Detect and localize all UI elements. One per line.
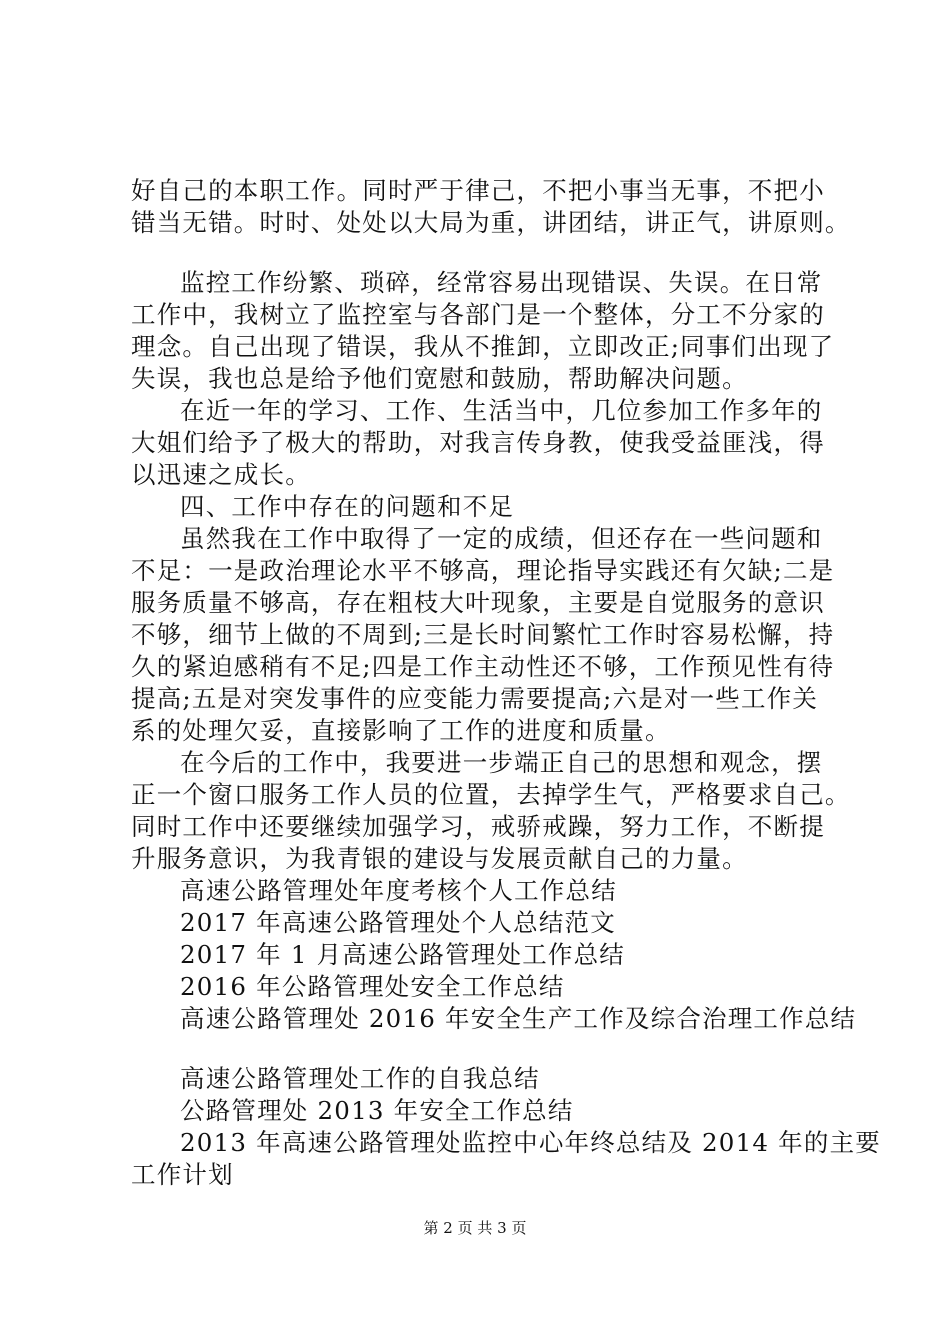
body-line: 工作中，我树立了监控室与各部门是一个整体，分工不分家的 xyxy=(131,300,825,329)
body-line: 不够，细节上做的不周到;三是长时间繁忙工作时容易松懈，持 xyxy=(131,620,835,649)
body-line: 失误，我也总是给予他们宽慰和鼓励，帮助解决问题。 xyxy=(131,364,748,393)
body-line: 好自己的本职工作。同时严于律己，不把小事当无事，不把小 xyxy=(131,176,825,205)
related-title: 高速公路管理处工作的自我总结 xyxy=(180,1064,540,1093)
body-line: 系的处理欠妥，直接影响了工作的进度和质量。 xyxy=(131,716,671,745)
body-line: 久的紧迫感稍有不足;四是工作主动性还不够，工作预见性有待 xyxy=(131,652,835,681)
body-line: 服务质量不够高，存在粗枝大叶现象，主要是自觉服务的意识 xyxy=(131,588,825,617)
related-title: 高速公路管理处年度考核个人工作总结 xyxy=(180,876,617,905)
related-title: 公路管理处 2013 年安全工作总结 xyxy=(180,1096,574,1125)
page-number: 第 2 页 共 3 页 xyxy=(423,1219,527,1237)
body-line: 在近一年的学习、工作、生活当中，几位参加工作多年的 xyxy=(180,396,823,425)
body-line: 升服务意识，为我青银的建设与发展贡献自己的力量。 xyxy=(131,844,748,873)
body-line: 虽然我在工作中取得了一定的成绩，但还存在一些问题和 xyxy=(180,524,823,553)
body-line: 错当无错。时时、处处以大局为重，讲团结，讲正气，讲原则。 xyxy=(131,208,851,237)
section-heading: 四、工作中存在的问题和不足 xyxy=(180,492,515,521)
body-line: 同时工作中还要继续加强学习，戒骄戒躁，努力工作，不断提 xyxy=(131,812,825,841)
body-line: 监控工作纷繁、琐碎，经常容易出现错误、失误。在日常 xyxy=(180,268,823,297)
related-title: 2017 年高速公路管理处个人总结范文 xyxy=(180,908,616,937)
body-line: 在今后的工作中，我要进一步端正自己的思想和观念，摆 xyxy=(180,748,823,777)
body-line: 大姐们给予了极大的帮助，对我言传身教，使我受益匪浅，得 xyxy=(131,428,825,457)
related-title: 2017 年 1 月高速公路管理处工作总结 xyxy=(180,940,626,969)
related-title: 工作计划 xyxy=(131,1160,234,1189)
related-title: 2016 年公路管理处安全工作总结 xyxy=(180,972,565,1001)
body-line: 不足：一是政治理论水平不够高，理论指导实践还有欠缺;二是 xyxy=(131,556,835,585)
body-line: 提高;五是对突发事件的应变能力需要提高;六是对一些工作关 xyxy=(131,684,819,713)
body-line: 正一个窗口服务工作人员的位置，去掉学生气，严格要求自己。 xyxy=(131,780,851,809)
body-line: 理念。自己出现了错误，我从不推卸，立即改正;同事们出现了 xyxy=(131,332,835,361)
body-line: 以迅速之成长。 xyxy=(131,460,311,489)
related-title: 2013 年高速公路管理处监控中心年终总结及 2014 年的主要 xyxy=(180,1128,881,1157)
related-title: 高速公路管理处 2016 年安全生产工作及综合治理工作总结 xyxy=(180,1004,857,1033)
